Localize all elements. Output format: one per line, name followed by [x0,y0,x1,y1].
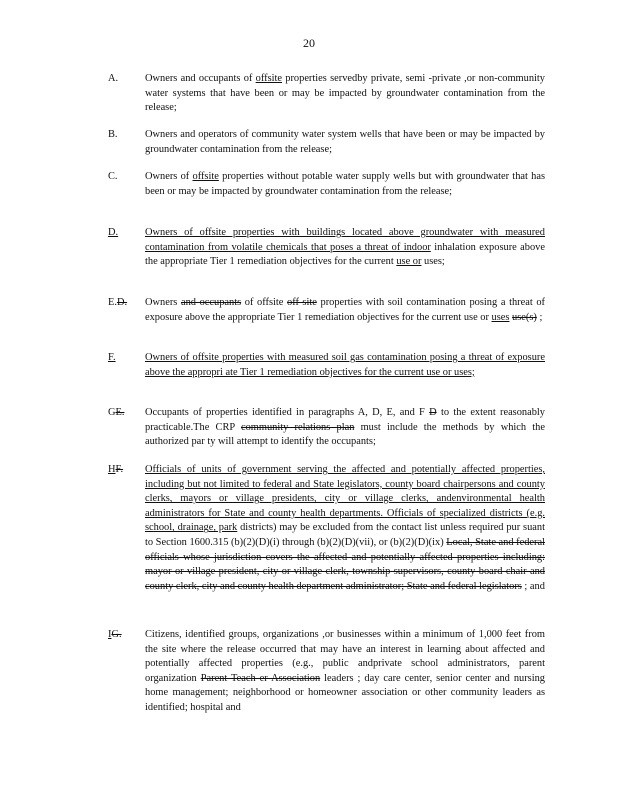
item-label [108,128,142,143]
underlined-text: F. [108,352,116,363]
text-run: districts) may be excluded from the contact list unless required pur suant to Section 1600.315 (b)(2)(D)(i) through (b)(2)(D)(vii), or (b)(2)(D)(ix) [145,522,545,548]
text-run: B. [108,129,118,140]
item-text [145,170,545,199]
text-run: uses; [421,256,445,268]
underlined-text: Owners of offsite properties with measured soil gas contamination posing a threat of exposure above the appropri ate Tier 1 remediation objectives for the current use or uses; [145,352,545,378]
underlined-text: offsite [255,73,282,84]
underlined-text: use or [396,256,422,268]
item-text [145,128,545,157]
item-label [108,170,142,185]
struck-text: community relations plan [240,421,355,433]
item-text [145,406,545,450]
struck-text: D. [116,297,128,308]
underlined-text: H [108,464,116,475]
underlined-text: Owners of offsite properties with buildings located above groundwater with measured contamination from volatile chemicals that poses a threat of indoor [145,227,545,253]
item-text [145,351,545,380]
struck-text: off-site [287,297,317,308]
text-run: properties servedby private, semi -private ,or non-community water systems that have been or may be impacted by groundwater contamination from the release; [145,73,546,114]
item-text [145,296,545,325]
page-number: 20 [303,36,315,50]
text-run: A. [108,73,119,84]
text-run: Citizens, identified groups, organizations ,or businesses within a minimum of 1,000 feet from the site where the release occurred that may have an interest in learning about affected and potentially affected properties (e.g., public andprivate school administrators, parent organization [145,629,545,684]
item-label [108,406,142,421]
struck-text: and occupants [180,297,242,308]
struck-text: use(s) [512,311,537,323]
struck-text: G. [111,629,122,640]
struck-text: E. [115,407,125,418]
struck-text: Parent Teach er Association [200,672,321,684]
struck-text: F. [115,464,124,475]
text-run: ; [536,311,543,323]
item-text [145,628,545,716]
text-run: Owners and operators of community water system wells that have been or may be impacted by groundwater contamination from the release; [145,129,545,155]
text-run: properties with soil contamination posing a threat of exposure above the appropriate Tier 1 remediation objectives for the current use or [145,297,546,323]
text-run: Owners and occupants of [145,73,256,84]
text-run: Owners of [145,171,193,182]
text-run: Owners [145,297,181,308]
struck-text: Local, State and federal officials whose jurisdiction covers the affected and potentially affected properties including: mayor or village president, city or village clerk, township supervisors, county board chair and county clerk, city and county health department administrator; State and federal legislators [145,536,545,592]
text-run: Occupants of properties identified in paragraphs A, D, E, and F [145,407,430,418]
underlined-text: Officials of units of government serving the affected and potentially affected properties, including but not limited to federal and State legislators, county board chairpersons and county clerks, mayors or village presidents, city or village clerks, andenvironmental health administrators for State and county health departments. Officials of specialized districts (e.g. school, drainage, park [145,464,545,534]
underlined-text: uses [491,311,510,323]
text-run: to the extent reasonably practicable.The CRP [145,407,546,433]
text-run: inhalation exposure above the appropriate Tier 1 remediation objectives for the current [145,241,545,268]
text-run: of offsite [241,297,288,308]
item-label [108,72,142,87]
item-text [145,72,545,116]
text-run: E. [108,297,117,308]
text-run: properties without potable water supply wells but with groundwater that has been or may be impacted by groundwater contamination from the release; [145,171,545,197]
struck-text: D [429,407,437,418]
text-run: ; and [521,580,545,592]
underlined-text: offsite [192,171,219,182]
item-label [108,226,142,241]
item-text [145,226,545,270]
underlined-text: I [108,629,112,640]
item-label [108,351,142,366]
text-run: G [108,407,116,418]
underlined-text: D. [108,227,119,238]
text-run: leaders ; day care center, senior center and nursing home management; neighborhood or homeowner association or other community leaders as identified; hospital and [145,672,545,713]
item-label [108,296,142,311]
item-label [108,463,142,478]
item-text [145,463,545,594]
text-run: must include the methods by which the authorized par ty will attempt to identify the occupants; [145,421,545,448]
item-label [108,628,142,643]
text-run: C. [108,171,118,182]
